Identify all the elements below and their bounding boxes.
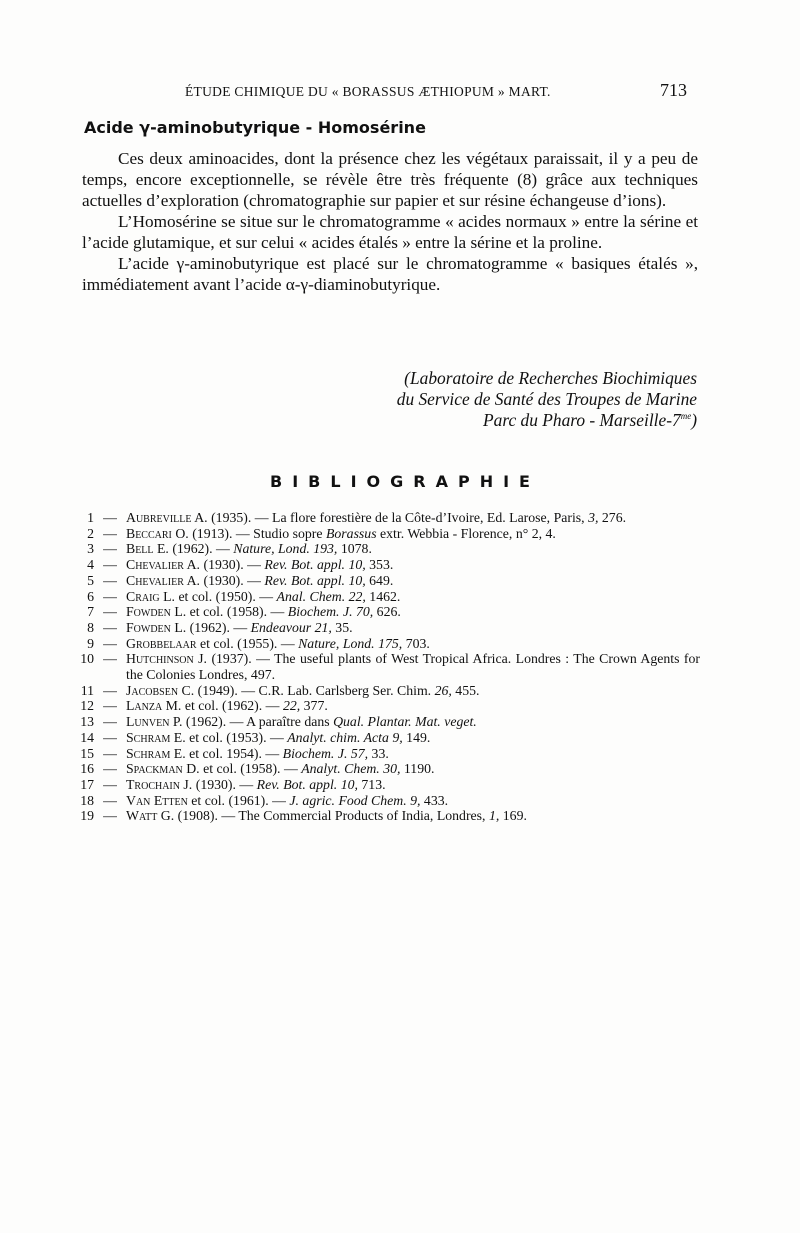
reference-volume: 1, (488, 808, 500, 824)
reference-author: Fowden L. (126, 604, 187, 620)
reference-pages: 626. (376, 604, 401, 620)
reference-title: The useful plants of West Tropical Africa. Londres : The Crown Agents for the Colonies Londres, 497. (126, 651, 701, 683)
reference-journal: Rev. Bot. appl. 10, (264, 557, 366, 573)
reference-text: Chevalier A. (1930). — Rev. Bot. appl. 10, 649. (126, 572, 394, 588)
reference-author: Schram E. (126, 745, 186, 761)
reference-number: 13 (80, 714, 94, 730)
reference-author: Aubreville A. (126, 510, 208, 525)
reference-item (72, 698, 700, 714)
running-head: ÉTUDE CHIMIQUE DU « BORASSUS ÆTHIOPUM » MART. (185, 84, 551, 99)
reference-item (72, 526, 700, 542)
reference-title: La flore forestière de la Côte-d’Ivoire, Ed. Larose, Paris, (272, 510, 585, 525)
reference-pages: 713. (361, 776, 386, 792)
reference-title: A paraître dans (246, 714, 330, 730)
reference-pages: 276. (601, 510, 627, 525)
affiliation-line-1: (Laboratoire de Recherches Biochimiques (404, 368, 697, 388)
reference-author: Jacobsen C. (126, 682, 195, 698)
reference-number: 3 (87, 541, 94, 557)
page-number: 713 (660, 80, 687, 100)
reference-dash: — (103, 714, 117, 730)
reference-text: Jacobsen C. (1949). — C.R. Lab. Carlsberg Ser. Chim. 26, 455. (126, 682, 480, 698)
reference-author: Lunven P. (126, 714, 183, 730)
reference-author: Grobbelaar (126, 635, 197, 651)
reference-author: Trochain J. (126, 776, 193, 792)
reference-dash: — (103, 761, 117, 777)
reference-author: Spackman D. (126, 761, 200, 777)
reference-journal: Qual. Plantar. Mat. veget. (333, 714, 477, 730)
bibliography-heading: BIBLIOGRAPHIE (270, 472, 540, 491)
reference-dash: — (103, 572, 117, 588)
reference-item (72, 589, 700, 605)
reference-pages: 455. (455, 682, 480, 698)
reference-author: Chevalier A. (126, 572, 201, 588)
reference-author: Beccari O. (126, 525, 189, 541)
affiliation-line-3-end: ) (691, 410, 697, 430)
reference-item (72, 714, 700, 730)
reference-journal: Anal. Chem. 22, (276, 588, 366, 604)
reference-dash: — (103, 808, 117, 824)
reference-year: (1935). (211, 510, 252, 525)
reference-year: (1930). (203, 557, 244, 573)
reference-number: 5 (87, 572, 94, 588)
reference-number: 1 (87, 510, 94, 525)
reference-journal: Endeavour 21, (250, 619, 332, 635)
reference-text: Bell E. (1962). — Nature, Lond. 193, 1078. (126, 541, 372, 557)
reference-dash: — (103, 510, 117, 525)
reference-dash: — (103, 541, 117, 557)
reference-dash: — (103, 557, 117, 573)
reference-journal: Rev. Bot. appl. 10, (256, 776, 358, 792)
reference-year: (1930). (203, 572, 244, 588)
reference-volume: 26, (434, 682, 452, 698)
reference-title: The Commercial Products of India, Londres, (238, 808, 486, 824)
reference-journal: Analyt. Chem. 30, (301, 761, 401, 777)
reference-text: Beccari O. (1913). — Studio sopre Borassus extr. Webbia - Florence, n° 2, 4. (126, 525, 556, 541)
reference-number: 8 (87, 619, 94, 635)
reference-dash: — (103, 776, 117, 792)
reference-number: 9 (87, 635, 94, 651)
reference-text: Aubreville A. (1935). — La flore forestière de la Côte-d’Ivoire, Ed. Larose, Paris, 3, 276. (126, 510, 627, 525)
reference-author: Schram E. (126, 729, 186, 745)
reference-year: (1962). (189, 619, 230, 635)
reference-item (72, 683, 700, 699)
affiliation-line-3 (300, 410, 697, 431)
reference-pages: extr. Webbia - Florence, n° 2, 4. (380, 525, 556, 541)
reference-year: (1937). (211, 651, 252, 667)
reference-text: Trochain J. (1930). — Rev. Bot. appl. 10, 713. (126, 776, 386, 792)
reference-dash: — (103, 525, 117, 541)
reference-volume: 22, (282, 698, 301, 714)
reference-number: 19 (80, 808, 94, 824)
reference-pages: 1462. (369, 588, 401, 604)
reference-journal: Biochem. J. 57, (282, 745, 369, 761)
reference-item (72, 604, 700, 620)
reference-item (72, 573, 700, 589)
reference-journal: Nature, (298, 635, 340, 651)
reference-text: Spackman D. et col. (1958). — Analyt. Chem. 30, 1190. (126, 761, 435, 777)
reference-item (72, 510, 700, 526)
reference-text: Hutchinson J. (1937). — The useful plants of West Tropical Africa. Londres : The Crown Agents for the Colonies Londres, 497. (126, 651, 701, 683)
reference-year: et col. (1962). (184, 698, 263, 714)
reference-text: Craig L. et col. (1950). — Anal. Chem. 22, 1462. (126, 588, 401, 604)
reference-pages: 149. (406, 729, 431, 745)
reference-pages: 703. (405, 635, 430, 651)
reference-number: 4 (87, 557, 94, 573)
reference-year: (1962). (185, 714, 227, 730)
reference-list (72, 510, 700, 824)
paragraph-3: L’acide γ-aminobutyrique est placé sur le chromatogramme « basiques étalés », immédiatement avant l’acide α-γ-diaminobutyrique. (82, 254, 698, 294)
reference-volume: Lond. 193, (277, 541, 338, 557)
reference-volume: Lond. 175, (342, 635, 403, 651)
reference-text: Chevalier A. (1930). — Rev. Bot. appl. 10, 353. (126, 557, 394, 573)
reference-pages: 33. (371, 745, 389, 761)
reference-item (72, 557, 700, 573)
reference-pages: 35. (335, 619, 353, 635)
reference-item (72, 746, 700, 762)
reference-number: 10 (80, 651, 94, 667)
reference-number: 17 (80, 776, 94, 792)
reference-item (72, 636, 700, 652)
reference-year: (1908). (177, 808, 218, 824)
reference-pages: 353. (369, 557, 394, 573)
reference-text: Grobbelaar et col. (1955). — Nature, Lond. 175, 703. (126, 635, 430, 651)
paragraph-2: L’Homosérine se situe sur le chromatogramme « acides normaux » entre la sérine et l’acide glutamique, et sur celui « acides étalés » entre la sérine et la proline. (82, 212, 698, 252)
reference-journal: Biochem. J. 70, (287, 604, 374, 620)
reference-pages: 377. (303, 698, 328, 714)
reference-year: et col. (1950). (178, 588, 256, 604)
reference-number: 7 (87, 604, 94, 620)
reference-dash: — (103, 635, 117, 651)
affiliation-line-2: du Service de Santé des Troupes de Marine (396, 389, 697, 409)
reference-dash: — (103, 604, 117, 620)
reference-number: 14 (80, 729, 94, 745)
reference-item (72, 651, 700, 682)
affiliation-line-3-main: Parc du Pharo - Marseille-7 (483, 410, 681, 430)
reference-journal: Analyt. chim. Acta 9, (287, 729, 403, 745)
reference-title: C.R. Lab. Carlsberg Ser. Chim. (258, 682, 432, 698)
reference-journal: Nature, (233, 541, 275, 557)
affiliation-superscript: me (680, 411, 692, 422)
affiliation (300, 368, 697, 431)
reference-text: Fowden L. (1962). — Endeavour 21, 35. (126, 619, 353, 635)
reference-journal: J. agric. Food Chem. 9, (289, 792, 421, 808)
reference-item (72, 620, 700, 636)
reference-number: 15 (80, 745, 94, 761)
reference-pages: 1078. (340, 541, 372, 557)
reference-year: et col. (1961). (191, 792, 269, 808)
reference-year: et col. (1955). (199, 635, 278, 651)
reference-number: 11 (80, 682, 94, 698)
reference-text: Fowden L. et col. (1958). — Biochem. J. 70, 626. (126, 604, 401, 620)
reference-pages: 1190. (403, 761, 435, 777)
reference-title: Studio sopre (253, 525, 323, 541)
reference-author: Van Etten (126, 792, 188, 808)
reference-item (72, 761, 700, 777)
reference-dash: — (103, 729, 117, 745)
reference-number: 12 (80, 698, 94, 714)
reference-pages: 169. (502, 808, 527, 824)
reference-year: et col. (1958). (203, 761, 281, 777)
reference-author: Craig L. (126, 588, 175, 604)
reference-item (72, 541, 700, 557)
reference-volume: 3, (588, 510, 599, 525)
reference-text: Watt G. (1908). — The Commercial Products of India, Londres, 1, 169. (126, 808, 527, 824)
reference-text: Van Etten et col. (1961). — J. agric. Food Chem. 9, 433. (126, 792, 449, 808)
reference-year: (1930). (195, 776, 236, 792)
reference-text: Lunven P. (1962). — A paraître dans Qual. Plantar. Mat. veget. (126, 714, 477, 730)
reference-item (72, 793, 700, 809)
reference-text: Schram E. et col. 1954). — Biochem. J. 57, 33. (126, 745, 389, 761)
reference-year: et col. 1954). (189, 745, 262, 761)
reference-journal: Rev. Bot. appl. 10, (264, 572, 366, 588)
reference-year: (1962). (172, 541, 213, 557)
reference-year: (1949). (197, 682, 238, 698)
reference-dash: — (103, 745, 117, 761)
reference-dash: — (103, 698, 117, 714)
reference-author: Hutchinson J. (126, 651, 207, 667)
reference-dash: — (103, 682, 117, 698)
reference-year: et col. (1958). (189, 604, 268, 620)
reference-dash: — (103, 588, 117, 604)
reference-item (72, 730, 700, 746)
section-heading: Acide γ-aminobutyrique - Homosérine (84, 118, 426, 137)
reference-year: et col. (1953). (189, 729, 267, 745)
reference-text: Lanza M. et col. (1962). — 22, 377. (126, 698, 328, 714)
reference-author: Fowden L. (126, 619, 187, 635)
reference-author: Bell E. (126, 541, 169, 557)
reference-author: Lanza M. (126, 698, 182, 714)
section-body (82, 148, 698, 295)
reference-author: Chevalier A. (126, 557, 201, 573)
reference-dash: — (103, 792, 117, 808)
reference-pages: 649. (369, 572, 394, 588)
reference-number: 18 (80, 792, 94, 808)
reference-dash: — (103, 651, 117, 667)
paragraph-1: Ces deux aminoacides, dont la présence chez les végétaux paraissait, il y a peu de temps, encore exceptionnelle, se révèle être très fréquente (8) grâce aux techniques actuelles d’exploration (chromatographie sur papier et sur résine échangeuse d’ions). (82, 149, 698, 210)
reference-dash: — (103, 619, 117, 635)
reference-number: 2 (87, 525, 94, 541)
reference-year: (1913). (192, 525, 233, 541)
reference-pages: 433. (423, 792, 449, 808)
reference-text: Schram E. et col. (1953). — Analyt. chim. Acta 9, 149. (126, 729, 431, 745)
reference-author: Watt G. (126, 808, 175, 824)
reference-item (72, 777, 700, 793)
reference-number: 6 (87, 588, 94, 604)
reference-number: 16 (80, 761, 94, 777)
reference-journal: Borassus (325, 525, 377, 541)
reference-item (72, 808, 700, 824)
